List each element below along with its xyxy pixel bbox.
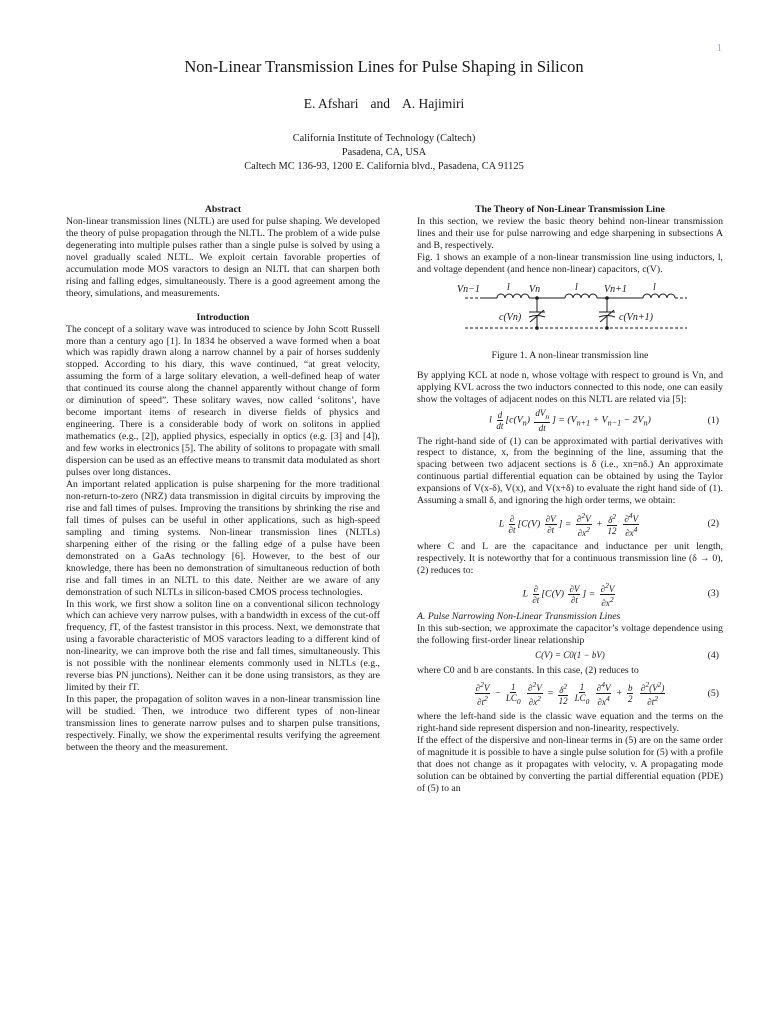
figure-1-circuit <box>417 278 723 346</box>
theory-heading: The Theory of Non-Linear Transmission Line <box>475 204 665 215</box>
equation-2-number: (2) <box>707 518 719 530</box>
soliton-paragraph: If the effect of the dispersive and non-linear terms in (5) are on the same order of magnitude it is possible to have a single pulse solution for (5) with a profile that does not change as it propagates with velocity, v. A propagating mode solution can be obtained by converting the partial differential equation (PDE) of (5) to an <box>417 734 723 794</box>
equation-5-number: (5) <box>707 687 719 699</box>
equation-2: L $\frac{\partial}{\partial t}$ [C(V) $\frac{\partial V}{\partial t}$ ] = $\frac{\partial^2V}{\partial x^2}$ + $\frac{\delta^2}{12}$ $\frac{\partial^4V}{\partial x^4}$ (2) <box>498 510 719 538</box>
equation-1-number: (1) <box>707 414 719 426</box>
affiliation <box>0 132 768 174</box>
figure-1-caption: Figure 1. A non-linear transmission line <box>491 349 649 361</box>
left-column <box>66 204 380 754</box>
label-l-2: l <box>575 281 578 293</box>
intro-paragraph-4: In this paper, the propagation of soliton waves in a non-linear transmission line will be studied. Then, we introduce two different types of non-linear transmission lines to generate narrow pulses and to sharpen pulse transitions, respectively. Finally, we show the experimental results verifying the agreement between the theory and the measurement. <box>66 694 380 753</box>
label-l-3: l <box>653 281 656 293</box>
equation-4-body: C(V) = C0(1 − bV) <box>535 649 605 660</box>
constants-paragraph: where C0 and b are constants. In this case, (2) reduces to <box>417 664 639 676</box>
label-v-left: Vn−1 <box>457 283 480 295</box>
intro-paragraph-2: An important related application is pulse sharpening for the more traditional non-return-to-zero (NRZ) data transmission in digital circuits by improving the rise and fall times of pulses. Improving the transitions by shrinking the rise and fall times of pulses can be useful in other applications, such as high-speed sampling and timing systems. Non-linear transmission lines (NLTLs) sharpening either of the rising or the falling edge of a pulse have been demonstrated on a GaAs technology [6]. However, to the best of our knowledge, there has been no demonstration of simultaneous reduction of both rise and fall times in an NLTL to this date. Neither are we aware of any demonstration of such NLTLs in silicon-based CMOS process technologies. <box>66 478 380 598</box>
author-2: A. Hajimiri <box>402 96 465 111</box>
label-l-1: l <box>507 281 510 293</box>
rhs-paragraph: The right-hand side of (1) can be approximated with partial derivatives with respect to distance, x, from the beginning of the line, assuming that the spacing between two adjacent sections is δ (i.e., xn=nδ.) An approximate continuous partial differential equation can be obtained by using the Taylor expansions of V(x-δ), V(x), and V(x+δ) to evaluate the right hand side of (1). Assuming a small δ, and ignoring the high order terms, we obtain: <box>417 435 723 507</box>
equation-3-number: (3) <box>707 588 719 600</box>
equation-5: $\frac{\partial^2V}{\partial t^2}$ − $\frac{1}{LC_0}$ $\frac{\partial^2V}{\partial x^2}$ = $\frac{\delta^2}{12}$ $\frac{1}{LC_0}$ $\frac{\partial^4V}{\partial x^4}$ + $\frac{b}{2}$ $\frac{\partial^2(V^2)}{\partial t^2}$ (5) <box>475 680 719 708</box>
equation-1: l $\frac{d}{dt}$ [$c(V_n)$ $\frac{dV_n}{dt}$ ] = $(V_{n+1} + V_{n-1} - 2V_n)$ (1) <box>489 408 719 433</box>
nltl-circuit-diagram <box>417 278 723 346</box>
subsection-a-heading: A. Pulse Narrowing Non-Linear Transmission Lines <box>417 611 621 623</box>
page-number: 1 <box>716 42 722 54</box>
author-1: E. Afshari <box>303 96 359 111</box>
affiliation-line-3: Caltech MC 136-93, 1200 E. California blvd., Pasadena, CA 91125 <box>244 161 524 172</box>
introduction-heading: Introduction <box>196 311 250 323</box>
theory-paragraph-1: In this section, we review the basic theory behind non-linear transmission lines and their use for pulse narrowing and edge sharpening in subsections A and B, respectively. <box>417 215 723 251</box>
paper-title: Non-Linear Transmission Lines for Pulse Shaping in Silicon <box>184 57 584 76</box>
where-paragraph: where C and L are the capacitance and inductance per unit length, respectively. It is noteworthy that for a continuous transmission line (δ → 0), (2) reduces to: <box>417 541 723 577</box>
equation-3: L $\frac{\partial}{\partial t}$ [C(V) $\frac{\partial V}{\partial t}$ ] = $\frac{\partial^2V}{\partial x^2}$ (3) <box>522 580 719 608</box>
subsection-paragraph-1: In this sub-section, we approximate the capacitor’s voltage dependence using the following first-order linear relationship <box>417 623 723 647</box>
intro-paragraph-3: In this work, we first show a soliton line on a conventional silicon technology which can achieve very narrow pulses, with a bandwidth in excess of the cut-off frequency, fT, of the fastest transistor in this process. Next, we demonstrate that using a favorable characteristic of MOS varactors leading to a different kind of non-linearity, we can improve both the rise and fall times, simultaneously. This is not possible with the nonlinear elements commonly used in NLTLs (e.g., reverse bias PN junctions). Neither can it be done using transistors, as they are limited by their fT. <box>66 598 380 694</box>
authors-and: and <box>370 96 390 111</box>
affiliation-line-2: Pasadena, CA, USA <box>341 147 427 158</box>
theory-paragraph-2: Fig. 1 shows an example of a non-linear transmission line using inductors, l, and voltage dependent (and hence non-linear) capacitors, c(V). <box>417 251 723 275</box>
label-v-right: Vn+1 <box>604 283 627 295</box>
equation-4-number: (4) <box>707 649 719 661</box>
kcl-paragraph: By applying KCL at node n, whose voltage with respect to ground is Vn, and applying KVL across the two inductors connected to this node, one can easily show the voltages of adjacent nodes on this NLTL are related via [5]: <box>417 369 723 405</box>
label-c-right: c(Vn+1) <box>619 311 653 323</box>
equation-4 <box>417 649 723 663</box>
author-line <box>0 96 768 112</box>
abstract-text: Non-linear transmission lines (NLTL) are used for pulse shaping. We developed the theory of pulse propagation through the NLTL. The problem of a wide pulse degenerating into multiple pulses rather than a single pulse is solved by using a novel gradually scaled NLTL. We exploit certain favorable properties of accumulation mode MOS varactors to design an NLTL that can sharpen both rising and falling edges, simultaneously. There is a good agreement among the theory, simulations, and measurements. <box>66 215 380 299</box>
abstract-heading: Abstract <box>204 204 242 215</box>
label-v-mid: Vn <box>529 283 541 295</box>
wave-paragraph: where the left-hand side is the classic wave equation and the terms on the right-hand side represent dispersion and non-linearity, respectively. <box>417 710 723 734</box>
right-column <box>417 204 723 795</box>
label-c-mid: c(Vn) <box>499 311 522 323</box>
affiliation-line-1: California Institute of Technology (Caltech) <box>292 133 476 144</box>
intro-paragraph-1: The concept of a solitary wave was introduced to science by John Scott Russell more than a century ago [1]. In 1834 he observed a wave formed when a boat which was rapidly drawn along a narrow channel by a pair of horses suddenly stopped. According to his diary, this wave continued, “at great velocity, assuming the form of a large solitary elevation, a well-defined heap of water that continued its course along the channel apparently without change of form or diminution of speed”. These solitary waves, now called ‘solitons’, have become important items of research in diverse fields of physics and engineering. There is a considerable body of work on solitons in applied mathematics (e.g., [2]), applied physics, especially in optics (e.g. [3] and [4]), and few works in electronics [5]. The ability of solitons to propagate with small dispersion can be used as an effective means to transmit data modulated as short pulses over long distances. <box>66 323 380 479</box>
